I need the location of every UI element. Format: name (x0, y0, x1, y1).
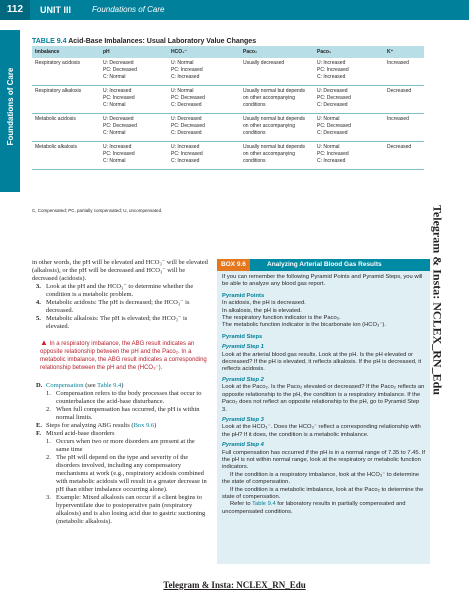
table-header-row (32, 46, 424, 58)
watermark-bottom: Telegram & Insta: NCLEX_RN_Edu (163, 580, 306, 590)
page-header (0, 0, 469, 20)
lab-values-table (32, 46, 424, 170)
table-cell: U: Normal PC: Decreased C: Decreased (168, 86, 240, 114)
step-title: Pyramid Step 1 (222, 344, 264, 351)
box-9-6 (217, 259, 430, 564)
page-number: 112 (0, 0, 30, 20)
table-9-4-link[interactable]: Table 9.4 (252, 501, 276, 508)
col-header: K⁺ (384, 46, 424, 58)
col-header: HCO₃⁻ (168, 46, 240, 58)
pyramid-steps-heading: Pyramid Steps (222, 333, 263, 340)
box-content (217, 271, 430, 516)
table-cell: U: Normal PC: Decreased C: Decreased (314, 114, 384, 142)
table-row (32, 86, 424, 114)
table-cell: Usually normal but depends on other accompanying conditions (240, 114, 314, 142)
list-item: 3. Look at the pH and the HCO₃⁻ to determine whether the condition is a metabolic problem. (36, 283, 194, 298)
table-cell: U: Decreased PC: Decreased C: Normal (100, 58, 168, 86)
table-cell: U: Increased PC: Increased C: Normal (100, 86, 168, 114)
point: The metabolic function indicator is the bicarbonate ion (HCO₃⁻). (222, 322, 386, 329)
table-title-text: Acid-Base Imbalances: Usual Laboratory Value Changes (68, 38, 257, 45)
table-cell: Metabolic alkalosis (32, 142, 100, 170)
step-text: Look at the HCO₃⁻. Does the HCO₃⁻ reflect a corresponding relationship with the pH? If it does, the condition is a metabolic imbalance. (222, 424, 421, 438)
table-cell: Decreased (384, 86, 424, 114)
para: Refer to Table 9.4 for laboratory results in partially compensated and uncompensated conditions. (222, 501, 406, 515)
list-item: 1. Compensation refers to the body processes that occur to counterbalance the acid-base disturbance. (46, 390, 202, 405)
box-9-6-link[interactable]: Box 9.6 (133, 422, 155, 429)
alert-text: In a respiratory imbalance, the ABG result indicates an opposite relationship between the pH and the Paco₂. In a metabolic imbalance, the ABG result indicates a corresponding relationship between the pH and the (HCO₃⁻). (40, 341, 207, 371)
col-header: Imbalance (32, 46, 100, 58)
table-cell: U: Increased PC: Increased C: Increased (314, 58, 384, 86)
step-text: Look at the arterial blood gas results. Look at the pH. Is the pH elevated or decreased? If the pH is elevated, it reflects alkalosis. If the pH is decreased, it reflects acidosis. (222, 351, 422, 373)
list-item: 2. The pH will depend on the type and severity of the disorders involved, including any compensatory mechanisms at work (e.g., respiratory acidosis combined with metabolic acidosis will result in a greater decrease in pH than either imbalance occurring alone). (46, 454, 207, 493)
para: If the condition is a respiratory imbalance, look at the HCO₃⁻ to determine the state of compensation. (222, 471, 420, 486)
table-footnote: C, Compensated; PC, partially compensated; U, uncompensated. (32, 208, 163, 213)
watermark-right: Telegram & Insta: NCLEX_RN_Edu (430, 205, 445, 395)
col-header: pH (100, 46, 168, 58)
table-cell: U: Decreased PC: Decreased C: Decreased (314, 86, 384, 114)
list-item: 3. Example: Mixed alkalosis can occur if a client begins to hyperventilate due to postoperative pain (respiratory alkalosis) and is also losing acid due to gastric suctioning (metabolic alkalosis). (46, 494, 206, 525)
table-cell: U: Decreased PC: Decreased C: Decreased (168, 114, 240, 142)
para: If the condition is a metabolic imbalance, look at the Paco₂ to determine the state of compensation. (222, 486, 424, 500)
point: In acidosis, the pH is decreased. (222, 300, 306, 307)
table-cell: U: Increased PC: Increased C: Normal (100, 142, 168, 170)
side-tab-label: Foundations of Care (6, 67, 15, 146)
box-label: BOX 9.6 (217, 259, 250, 271)
table-label: TABLE 9.4 (32, 38, 67, 45)
table-cell: Respiratory alkalosis (32, 86, 100, 114)
point: In alkalosis, the pH is elevated. (222, 307, 302, 314)
section-d: D. Compensation (see Table 9.4) (36, 382, 124, 389)
unit-label: UNIT III (40, 5, 71, 15)
alert-note (36, 339, 209, 372)
table-cell: U: Normal PC: Increased C: Increased (314, 142, 384, 170)
table-row (32, 142, 424, 170)
left-column (32, 259, 209, 526)
pyramid-points-heading: Pyramid Points (222, 292, 265, 299)
table-row (32, 58, 424, 86)
table-cell: U: Normal PC: Increased C: Increased (168, 58, 240, 86)
box-header (217, 259, 430, 271)
step-title: Pyramid Step 4 (222, 442, 264, 449)
compensation-heading: Compensation (46, 382, 84, 389)
table-cell: Usually decreased (240, 58, 314, 86)
step-title: Pyramid Step 2 (222, 376, 264, 383)
side-tab (0, 30, 20, 192)
list-item: 2. When full compensation has occurred, the pH is within normal limits. (46, 406, 200, 421)
section-f: F. Mixed acid-base disorders (36, 430, 115, 437)
step-text: Look at the Paco₂. Is the Paco₂ elevated or decreased? If the Paco₂ reflects an opposite relationship to the pH, the condition is a respiratory imbalance. If the Paco₂ does not reflect an opposite relationship to the pH, go to Pyramid Step 3. (222, 384, 425, 413)
table-cell: Increased (384, 114, 424, 142)
table-cell: Decreased (384, 142, 424, 170)
table-cell: Respiratory acidosis (32, 58, 100, 86)
table-cell: Increased (384, 58, 424, 86)
intro-text: in other words, the pH will be elevated and HCO₃⁻ will be elevated (alkalosis), or the pH will be decreased and HCO₃⁻ will be decreased (acidosis). (32, 259, 208, 282)
point: The respiratory function indicator is the Paco₂. (222, 315, 341, 322)
section-e: E. Steps for analyzing ABG results (Box 9.6) (36, 422, 157, 429)
section-label: Foundations of Care (92, 5, 165, 14)
table-9-4-link[interactable]: Table 9.4 (97, 382, 122, 389)
col-header: Paco₂ (240, 46, 314, 58)
step-title: Pyramid Step 3 (222, 416, 264, 423)
table-cell: Metabolic acidosis (32, 114, 100, 142)
table-cell: U: Decreased PC: Decreased C: Normal (100, 114, 168, 142)
list-item: 5. Metabolic alkalosis: The pH is elevated; the HCO₃⁻ is elevated. (36, 315, 188, 330)
box-intro: If you can remember the following Pyramid Points and Pyramid Steps, you will be able to analyze any blood gas report. (222, 274, 423, 288)
table-cell: Usually normal but depends on other accompanying conditions (240, 142, 314, 170)
table-cell: U: Increased PC: Increased C: Increased (168, 142, 240, 170)
table-cell: Usually normal but depends on other accompanying conditions (240, 86, 314, 114)
list-item: 1. Occurs when two or more disorders are present at the same time (46, 438, 195, 453)
box-title: Analyzing Arterial Blood Gas Results (267, 261, 382, 268)
table-row (32, 114, 424, 142)
list-item: 4. Metabolic acidosis: The pH is decreased; the HCO₃⁻ is decreased. (36, 299, 190, 314)
table-title (32, 38, 256, 45)
col-header: Paco₂ (314, 46, 384, 58)
step-text: Full compensation has occurred if the pH is in a normal range of 7.35 to 7.45. If the pH is not within normal range, look at the respiratory or metabolic function indicators. (222, 449, 426, 471)
alert-icon: ▲ (40, 338, 48, 347)
